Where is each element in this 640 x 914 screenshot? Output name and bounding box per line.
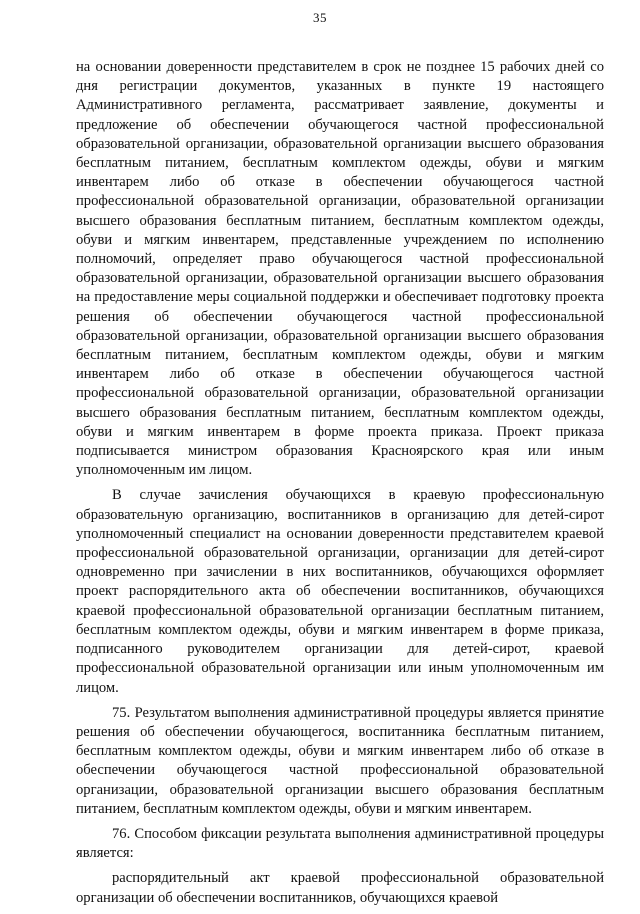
- paragraph-enrollment: В случае зачисления обучающихся в краевую профессиональную образовательную организацию, воспитанников в организацию для детей-сирот уполномоченный специалист на основании доверенности представителем краевой профессиональной образовательной организации, организации для детей-сирот одновременно при зачислении в них воспитанников, обучающихся оформляет проект распорядительного акта об обеспечении воспитанников, обучающихся краевой профессиональной образовательной организации бесплатным питанием, бесплатным комплектом одежды, обуви и мягким инвентарем в форме приказа, подписанного руководителем организации для детей-сирот, краевой профессиональной образовательной организации или иным уполномоченным им лицом.: [76, 487, 604, 696]
- document-body: [76, 58, 604, 914]
- paragraph-administrative-act: распорядительный акт краевой профессиональной образовательной организации об обеспечении воспитанников, обучающихся краевой: [76, 870, 604, 906]
- paragraph-75: 75. Результатом выполнения административной процедуры является принятие решения об обеспечении обучающегося, воспитанника бесплатным питанием, бесплатным комплектом одежды, обуви и мягким инвентарем либо об отказе в обеспечении обучающегося частной профессиональной образовательной организации, образовательной организации высшего образования бесплатным питанием, бесплатным комплектом одежды, обуви и мягким инвентарем.: [76, 704, 604, 817]
- page-number: 35: [313, 10, 327, 25]
- paragraph-continuation: на основании доверенности представителем в срок не позднее 15 рабочих дней со дня регистрации документов, указанных в пункте 19 настоящего Административного регламента, рассматривает заявление, документы и предложение об обеспечении обучающегося частной профессиональной образовательной организации, образовательной организации высшего образования бесплатным питанием, бесплатным комплектом одежды, обуви и мягким инвентарем либо об отказе в обеспечении обучающегося частной профессиональной образовательной организации, образовательной организации высшего образования бесплатным питанием, бесплатным комплектом одежды, обуви и мягким инвентарем, представленные учреждением по исполнению полномочий, определяет право обучающегося частной профессиональной образовательной организации, образовательной организации высшего образования на предоставление меры социальной поддержки и обеспечивает подготовку проекта решения об обеспечении обучающегося частной профессиональной образовательной организации, образовательной организации высшего образования бесплатным питанием, бесплатным комплектом одежды, обуви и мягким инвентарем либо об отказе в обеспечении обучающегося частной профессиональной образовательной организации, образовательной организации высшего образования бесплатным питанием, бесплатным комплектом одежды, обуви и мягким инвентарем в форме проекта приказа. Проект приказа подписывается министром образования Красноярского края или иным уполномоченным им лицом.: [76, 59, 604, 479]
- paragraph-76: 76. Способом фиксации результата выполнения административной процедуры является:: [76, 825, 604, 862]
